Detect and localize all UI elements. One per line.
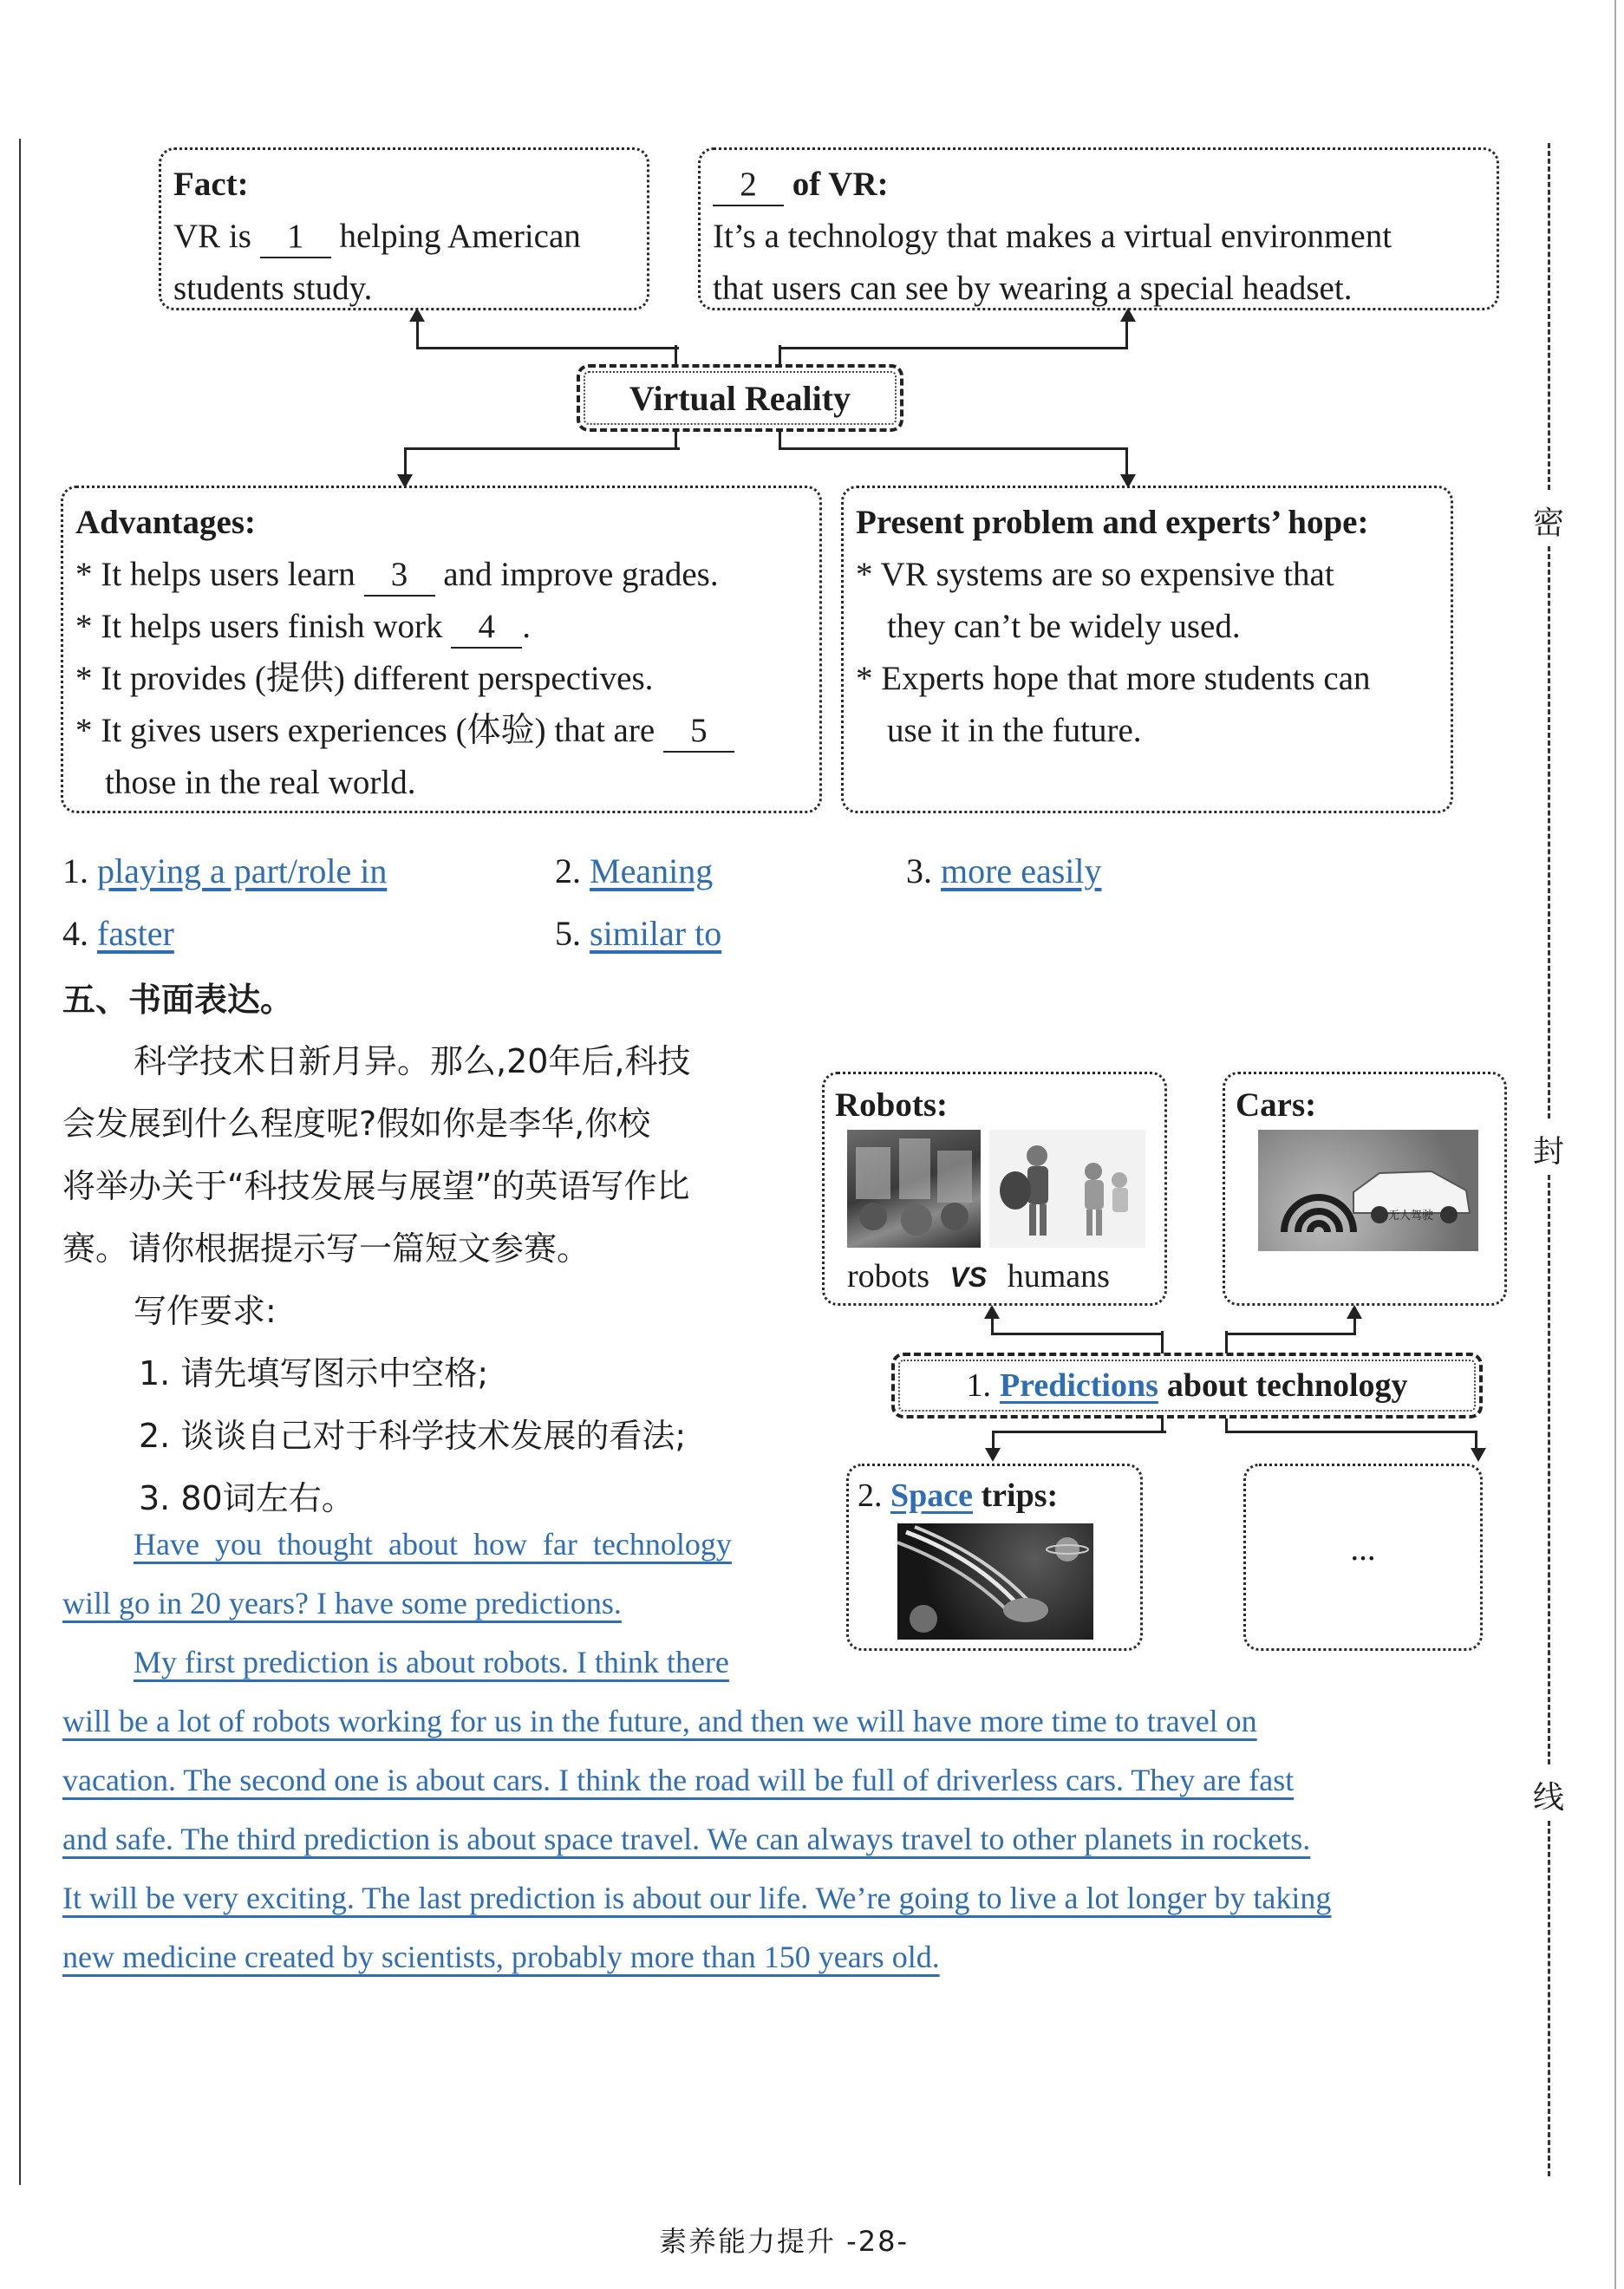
car-sign-text: 无人驾驶 <box>1388 1210 1434 1223</box>
cars-box <box>1223 1072 1507 1306</box>
fact-box <box>159 147 649 310</box>
right-page-edge <box>1614 0 1616 2289</box>
page-footer: 素养能力提升 -28- <box>659 2225 909 2258</box>
arrow-to-other <box>1471 1448 1486 1462</box>
problem-title: Present problem and experts’ hope: <box>856 504 1369 541</box>
space-post: trips: <box>981 1477 1059 1514</box>
humans-photo <box>989 1130 1145 1248</box>
intro-line-1: 科学技术日新月异。那么,20年后,科技 <box>134 1042 691 1080</box>
connector-center-down-left <box>675 432 677 449</box>
space-box <box>846 1464 1143 1651</box>
binding-dash-4 <box>1548 1821 1550 2176</box>
advantages-box <box>61 486 822 813</box>
pred-num: 1. <box>966 1367 991 1404</box>
blank-1: 1 <box>260 217 331 258</box>
connector-to-meaning <box>779 316 1128 349</box>
answer-1 <box>62 845 387 897</box>
connector-to-advantages <box>404 447 680 480</box>
fact-title: Fact: <box>173 166 249 203</box>
adv-line3: * It provides (提供) different perspectives. <box>75 660 654 697</box>
answer-2-text: Meaning <box>590 851 714 890</box>
answer-4 <box>62 908 174 960</box>
essay-line-5: vacation. The second one is about cars. I think the road will be full of driverless cars. They are fast <box>62 1763 1295 1797</box>
vr-center-box <box>577 364 903 432</box>
margin-char-xian: 线 <box>1533 1780 1565 1816</box>
connector-to-fact <box>416 316 679 349</box>
pred-answer: Predictions <box>999 1367 1158 1404</box>
binding-dash-2 <box>1548 546 1550 1118</box>
robots-caption <box>847 1255 1110 1299</box>
essay-line-8: new medicine created by scientists, probably more than 150 years old. <box>62 1940 940 1974</box>
rocket-photo <box>897 1523 1093 1640</box>
blank-3: 3 <box>364 555 435 597</box>
blank-5: 5 <box>663 711 734 753</box>
answer-3-text: more easily <box>941 851 1102 890</box>
requirements-title: 写作要求: <box>134 1292 277 1330</box>
pred-post: about technology <box>1166 1367 1408 1404</box>
answer-2-num: 2. <box>555 851 581 890</box>
margin-char-feng: 封 <box>1533 1134 1565 1170</box>
section5-intro <box>62 1030 825 1529</box>
caption-humans: humans <box>1007 1258 1110 1294</box>
connector-to-problem <box>779 447 1128 480</box>
answer-3-num: 3. <box>906 851 932 890</box>
answer-5 <box>555 908 721 960</box>
adv-line1-post: and improve grades. <box>443 556 719 593</box>
robots-photo <box>847 1130 981 1248</box>
advantages-title: Advantages: <box>75 504 257 541</box>
essay-line-2: will go in 20 years? I have some predictions. <box>62 1586 622 1621</box>
answer-1-num: 1. <box>62 851 88 890</box>
answer-3 <box>906 845 1102 897</box>
adv-line2-pre: * It helps users finish work <box>75 608 443 645</box>
adv-line1-pre: * It helps users learn <box>75 556 355 593</box>
left-margin-line <box>19 139 21 2185</box>
connector-to-robots <box>991 1315 1164 1335</box>
connector-center-up-right <box>779 345 781 366</box>
problem-line3: * Experts hope that more students can <box>856 660 1371 697</box>
meaning-line2: that users can see by wearing a special headset. <box>713 270 1353 307</box>
requirement-2: 2. 谈谈自己对于科学技术发展的看法; <box>139 1417 687 1455</box>
adv-line5: those in the real world. <box>105 764 416 801</box>
answer-1-text: playing a part/role in <box>97 851 388 890</box>
arrow-to-meaning <box>1120 308 1136 322</box>
answer-5-num: 5. <box>555 914 581 953</box>
robots-title: Robots: <box>835 1086 949 1124</box>
vr-center-title: Virtual Reality <box>629 378 851 418</box>
other-ellipsis: ... <box>1350 1530 1376 1568</box>
intro-line-3: 将举办关于“科技发展与展望”的英语写作比 <box>62 1167 690 1205</box>
caption-robots: robots <box>847 1258 929 1294</box>
driverless-car-photo <box>1258 1130 1478 1251</box>
answer-4-text: faster <box>97 914 174 953</box>
meaning-box <box>698 147 1499 310</box>
adv-line2-post: . <box>522 608 532 645</box>
fact-line2: students study. <box>173 270 373 307</box>
answer-2 <box>555 845 713 897</box>
blank-2: 2 <box>713 165 784 206</box>
caption-vs: VS <box>949 1262 988 1293</box>
arrow-to-space <box>985 1448 1001 1462</box>
answer-5-text: similar to <box>590 914 722 953</box>
essay-line-6: and safe. The third prediction is about space travel. We can always travel to other planets in rockets. <box>62 1822 1311 1856</box>
section5-heading: 五、书面表达。 <box>62 981 294 1019</box>
robots-box <box>822 1072 1167 1306</box>
adv-line4-pre: * It gives users experiences (体验) that are <box>75 712 655 749</box>
cars-title: Cars: <box>1236 1086 1317 1124</box>
fact-line1-pre: VR is <box>173 218 251 255</box>
binding-dash-3 <box>1548 1175 1550 1764</box>
connector-pred-up-left <box>1161 1331 1164 1353</box>
meaning-line1: It’s a technology that makes a virtual environment <box>713 218 1392 255</box>
intro-line-2: 会发展到什么程度呢?假如你是李华,你校 <box>62 1105 651 1143</box>
essay-line-1: Have you thought about how far technology <box>134 1527 732 1562</box>
essay-line-3: My first prediction is about robots. I think there <box>134 1645 729 1679</box>
intro-line-4: 赛。请你根据提示写一篇短文参赛。 <box>62 1229 590 1268</box>
problem-line4: use it in the future. <box>887 712 1142 749</box>
blank-4: 4 <box>451 607 522 649</box>
connector-center-down-right <box>779 432 781 449</box>
fact-line1-post: helping American <box>339 218 581 255</box>
binding-dash-1 <box>1548 143 1550 490</box>
answer-4-num: 4. <box>62 914 88 953</box>
essay-line-7: It will be very exciting. The last prediction is about our life. We’re going to live a lot longer by taking <box>62 1881 1332 1915</box>
problem-box <box>841 486 1453 813</box>
problem-line2: they can’t be widely used. <box>887 608 1241 645</box>
connector-to-space <box>992 1431 1166 1452</box>
meaning-title: of VR: <box>792 166 889 203</box>
margin-char-mi: 密 <box>1533 505 1565 541</box>
arrow-to-fact <box>409 308 425 322</box>
predictions-center-box <box>891 1353 1483 1418</box>
connector-to-other <box>1225 1431 1477 1452</box>
requirement-3: 3. 80词左右。 <box>139 1479 355 1517</box>
space-answer: Space <box>890 1477 973 1514</box>
problem-line1: * VR systems are so expensive that <box>856 556 1334 593</box>
requirement-1: 1. 请先填写图示中空格; <box>139 1354 489 1392</box>
space-num: 2. <box>858 1477 883 1514</box>
other-prediction-box <box>1243 1464 1483 1651</box>
connector-center-up-left <box>675 345 677 366</box>
connector-pred-up-right <box>1225 1331 1228 1353</box>
essay-line-4: will be a lot of robots working for us in the future, and then we will have more time to travel on <box>62 1704 1257 1738</box>
connector-to-cars <box>1225 1315 1356 1335</box>
